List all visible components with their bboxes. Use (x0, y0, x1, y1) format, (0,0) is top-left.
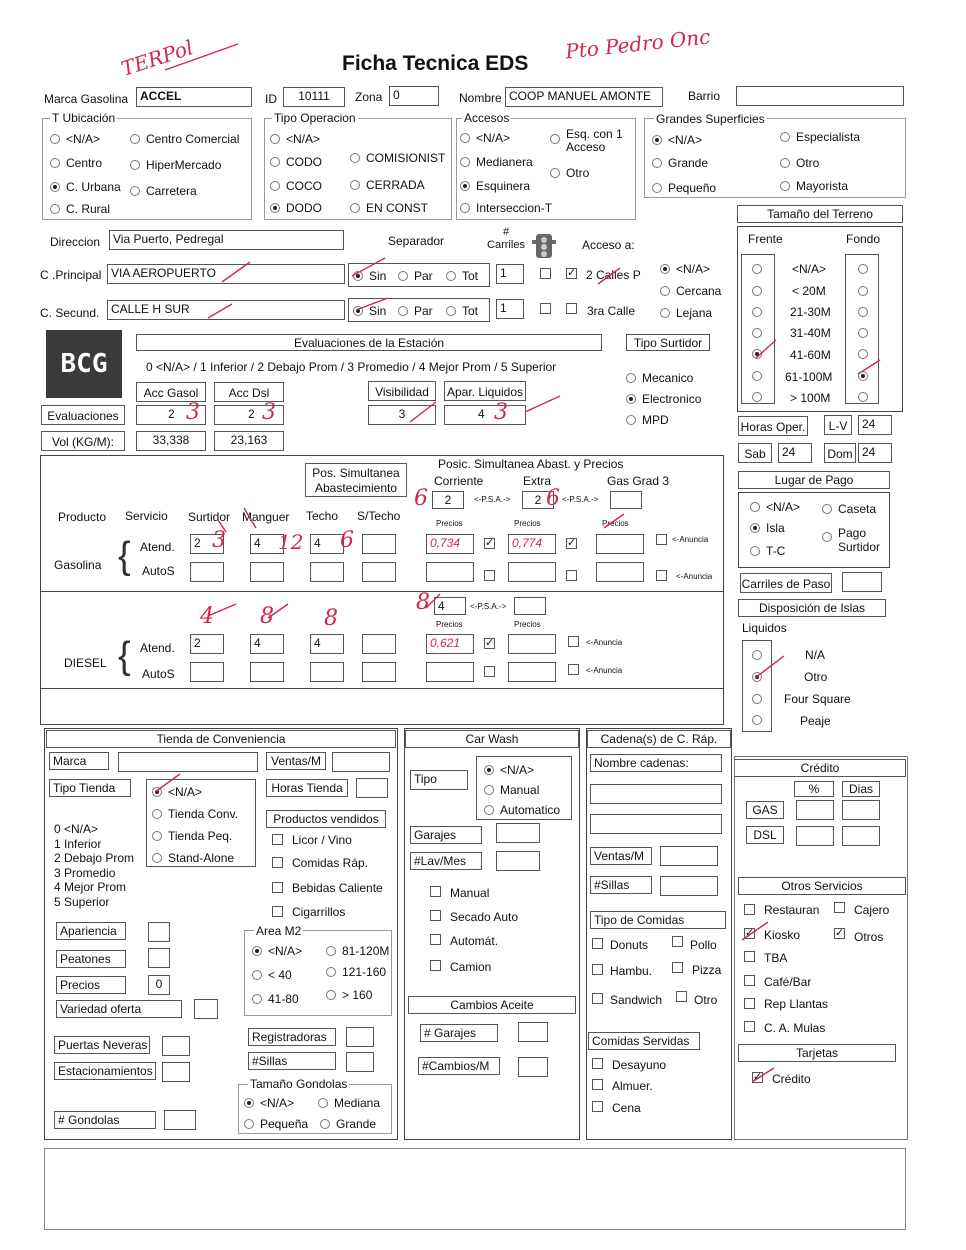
evaluaciones-row-label: Evaluaciones (41, 405, 125, 425)
disposicion-islas-header: Disposición de Islas (738, 599, 886, 617)
radio-ubicacion-rural[interactable]: C. Rural (50, 202, 110, 216)
acc-dsl-header: Acc Dsl (214, 382, 284, 402)
radio-gs-mayorista[interactable]: Mayorista (780, 179, 848, 193)
radio-acceso-esq[interactable]: Esq. con 1 Acceso (550, 128, 630, 154)
checkbox-tarjeta-credito[interactable]: ✓ (753, 1071, 763, 1083)
radio-surtidor-mpd[interactable]: MPD (626, 413, 669, 427)
apariencia-label: Apariencia (56, 922, 126, 940)
estacionamientos-label: Estacionamientos (54, 1062, 156, 1080)
marca-field[interactable]: ACCEL (136, 87, 252, 107)
tipo-surtidor-header: Tipo Surtidor (626, 334, 710, 351)
radio-surtidor-mecanico[interactable]: Mecanico (626, 371, 693, 385)
servicio-header: Servicio (125, 509, 168, 523)
servicio-restauran: Restauran (764, 903, 820, 917)
carriles-secundaria-field[interactable]: 1 (496, 299, 524, 319)
acc-gasol-header: Acc Gasol (136, 382, 206, 402)
anuncia-label: <-Anuncia (586, 666, 623, 675)
gas-atend-surtidor-field[interactable]: 2 (190, 534, 224, 554)
servicio-kiosko: Kiosko (764, 928, 801, 942)
producto-header: Producto (58, 510, 107, 524)
handwritten-value: 6 (546, 486, 560, 511)
handwritten-note: Pto Pedro Onc (564, 24, 712, 64)
wash-manual-label: Manual (450, 886, 490, 900)
radio-gs-na[interactable]: <N/A> (652, 133, 702, 147)
radio-pago-na[interactable]: <N/A> (750, 500, 800, 514)
tienda-precios-label: Precios (56, 976, 126, 994)
vol-gasol-field[interactable]: 33,338 (136, 431, 206, 451)
nombre-field[interactable]: COOP MANUEL AMONTE (505, 87, 663, 107)
manguer-header: Manguer (242, 510, 290, 524)
radio-gs-pequeno[interactable]: Pequeño (652, 181, 716, 195)
scale-item: 5 Superior (54, 894, 110, 909)
diesel-label: DIESEL (64, 656, 107, 670)
registradoras-label: Registradoras (248, 1028, 336, 1046)
psa-label: <-P.S.A.-> (474, 495, 511, 504)
principal-field[interactable]: VIA AEROPUERTO (107, 264, 345, 284)
radio-tienda-peq[interactable]: Tienda Peq. (152, 829, 232, 843)
islas-option: Four Square (784, 692, 851, 706)
radio-wash-manual[interactable]: Manual (484, 783, 539, 797)
radio-area-na[interactable]: <N/A> (252, 944, 302, 958)
radio-surtidor-electronico[interactable]: Electronico (626, 392, 701, 406)
camion-label: Camion (450, 960, 492, 974)
radio-sep2-sin[interactable]: Sin (353, 304, 386, 318)
fondo-label: Fondo (846, 232, 881, 246)
precios-label: Precios (436, 620, 463, 629)
radio-pago-tc[interactable]: T-C (750, 544, 785, 558)
scale-item: 0 <N/A> (54, 822, 99, 836)
sab-field[interactable]: 24 (778, 443, 812, 463)
psa-label: <-P.S.A.-> (562, 495, 599, 504)
handwritten-value: 8 (416, 590, 430, 615)
calles-p-label: 2 Calles P (586, 268, 641, 282)
vol-dsl-field[interactable]: 23,163 (214, 431, 284, 451)
radio-sep-par[interactable]: Par (398, 269, 433, 283)
gas-atend-manguer-field[interactable]: 4 (250, 534, 284, 554)
separador-label: Separador (388, 234, 445, 248)
producto-bebidas: Bebidas Caliente (292, 881, 383, 895)
scale-item: 2 Debajo Prom (54, 851, 135, 865)
credito-gas-label: GAS (746, 801, 784, 819)
tamano-gondolas-title: Tamaño Gondolas (250, 1077, 348, 1091)
terreno-option: 31-40M (790, 326, 831, 340)
tienda-precios-field[interactable]: 0 (148, 975, 170, 995)
radio-pago-caseta[interactable]: Caseta (822, 502, 876, 516)
servicio-mulas: C. A. Mulas (764, 1021, 826, 1035)
radio-op-enconst[interactable]: EN CONST (350, 201, 428, 215)
gas-precio-extra-field[interactable]: 0,774 (508, 534, 556, 554)
evaluaciones-header: Evaluaciones de la Estación (136, 334, 602, 351)
tienda-ventas-label: Ventas/M (266, 752, 326, 770)
carriles-principal-field[interactable]: 1 (496, 264, 524, 284)
horas-oper-label: Horas Oper. (738, 416, 808, 436)
radio-gondola-grande[interactable]: Grande (320, 1117, 376, 1131)
marca-label: Marca Gasolina (44, 92, 129, 106)
comida-pizza: Pizza (692, 963, 722, 977)
scale-item: 4 Mejor Prom (54, 880, 127, 894)
s-techo-header: S/Techo (357, 509, 401, 523)
terreno-option: <N/A> (792, 262, 827, 276)
checkbox-anuncia-extra[interactable]: ✓ (567, 537, 577, 549)
techo-header: Techo (306, 509, 339, 523)
ubicacion-title: T Ubicación (52, 111, 116, 125)
vol-label: Vol (KG/M): (41, 431, 125, 451)
islas-option: Peaje (800, 714, 831, 728)
radio-acceso-interseccion[interactable]: Interseccion-T (460, 201, 552, 215)
zona-label: Zona (355, 90, 383, 104)
cadenas-ventas-label: Ventas/M (590, 847, 652, 865)
radio-op-coco[interactable]: COCO (270, 179, 322, 193)
evaluaciones-scale: 0 <N/A> / 1 Inferior / 2 Debajo Prom / 3 Promedio / 4 Mejor Prom / 5 Superior (146, 360, 557, 374)
radio-ubicacion-na[interactable]: <N/A> (50, 132, 100, 146)
visibilidad-header: Visibilidad (368, 381, 436, 401)
radio-op-codo[interactable]: CODO (270, 155, 322, 169)
gasolina-label: Gasolina (54, 558, 102, 572)
radio-tienda-conv[interactable]: Tienda Conv. (152, 807, 238, 821)
servicio-cafe: Café/Bar (764, 975, 812, 989)
radio-op-na[interactable]: <N/A> (270, 132, 320, 146)
cadenas-sillas-label: #Sillas (590, 876, 652, 894)
carriles-paso-label: Carriles de Paso (740, 573, 832, 593)
islas-option: N/A (805, 648, 826, 662)
handwritten-value: 6 (340, 528, 354, 553)
psa-label: <-P.S.A.-> (470, 602, 507, 611)
nombre-label: Nombre (459, 91, 502, 105)
precios-label: Precios (602, 519, 629, 528)
radio-gondola-mediana[interactable]: Mediana (318, 1096, 380, 1110)
radio-gs-otro[interactable]: Otro (780, 156, 819, 170)
tienda-marca-label: Marca (49, 752, 109, 770)
posic-simultanea-label: Posic. Simultanea Abast. y Precios (438, 457, 624, 471)
checkbox-2-calles[interactable]: ✓ (567, 267, 577, 279)
tarjetas-header: Tarjetas (738, 1044, 896, 1062)
radio-sep-sin[interactable]: Sin (353, 269, 386, 283)
cadenas-header: Cadena(s) de C. Ráp. (587, 730, 731, 748)
area-title: Area M2 (256, 924, 302, 938)
radio-ubicacion-hiper[interactable]: HiperMercado (130, 158, 221, 172)
brace-icon: { (118, 535, 131, 577)
precios-label: Precios (514, 519, 541, 528)
radio-acceso-medianera[interactable]: Medianera (460, 155, 533, 169)
dsl-psa-field[interactable]: 4 (434, 597, 466, 615)
calle-3-label: 3ra Calle (587, 304, 636, 318)
bcg-logo: BCG (46, 330, 122, 398)
handwritten-value: 3 (262, 400, 276, 425)
handwritten-value: 12 (278, 530, 304, 554)
apar-liquidos-header: Apar. Liquidos (444, 381, 526, 401)
handwritten-value: 8 (260, 604, 274, 629)
radio-wash-auto[interactable]: Automatico (484, 803, 560, 817)
apar-liquidos-field[interactable]: 4 (444, 405, 526, 425)
variedad-label: Variedad oferta (56, 1000, 182, 1018)
servicio-otros: Otros (854, 930, 884, 944)
dsl-precio-field[interactable]: 0,621 (426, 634, 474, 654)
car-wash-tipo-label: Tipo (410, 770, 468, 790)
handwritten-value: 3 (186, 400, 200, 425)
radio-gondola-na[interactable]: <N/A> (244, 1096, 294, 1110)
radio-acceso-a-cercana[interactable]: Cercana (660, 284, 721, 298)
tipo-comidas-header: Tipo de Comidas (590, 911, 726, 929)
cambios-aceite-header: Cambios Aceite (408, 996, 576, 1014)
scale-item: 3 Promedio (54, 865, 116, 880)
radio-sep2-tot[interactable]: Tot (446, 304, 478, 318)
checkbox-anuncia-diesel[interactable]: ✓ (485, 637, 495, 649)
radio-sep-tot[interactable]: Tot (446, 269, 478, 283)
producto-cigarrillos: Cigarrillos (292, 905, 346, 919)
radio-area-40[interactable]: < 40 (252, 968, 292, 982)
direccion-label: Direccion (50, 235, 101, 249)
comidas-servidas-header: Comidas Servidas (588, 1032, 700, 1050)
credito-dias-label: Dias (842, 781, 880, 797)
accesos-title: Accesos (464, 111, 510, 125)
tienda-sillas-label: #Sillas (248, 1052, 336, 1070)
frente-label: Frente (748, 232, 783, 246)
tarjeta-credito-label: Crédito (772, 1072, 811, 1086)
principal-label: C .Principal (40, 268, 102, 282)
radio-ubicacion-carretera[interactable]: Carretera (130, 184, 197, 198)
islas-option: Otro (804, 670, 828, 684)
radio-tienda-na[interactable]: <N/A> (152, 785, 202, 799)
autos-label: AutoS (142, 564, 175, 578)
checkbox-kiosko[interactable]: ✓ (745, 927, 755, 939)
brace-icon: { (118, 635, 131, 677)
radio-acceso-otro[interactable]: Otro (550, 166, 589, 180)
handwritten-value: 8 (324, 606, 338, 631)
dom-label: Dom (824, 443, 856, 463)
checkbox-anuncia-corriente[interactable]: ✓ (485, 537, 495, 549)
lugar-pago-header: Lugar de Pago (738, 471, 890, 489)
puertas-label: Puertas Neveras (54, 1036, 150, 1054)
radio-ubicacion-cc[interactable]: Centro Comercial (130, 132, 239, 146)
servidas-almuer: Almuer. (612, 1079, 653, 1093)
terreno-option: 61-100M (785, 370, 833, 384)
anuncia-label: <-Anuncia (586, 638, 623, 647)
radio-pago-isla[interactable]: Isla (750, 521, 785, 535)
radio-op-dodo[interactable]: DODO (270, 201, 322, 215)
gas-extra-psa-field[interactable]: 2 (522, 491, 554, 509)
nombre-cadenas-label: Nombre cadenas: (590, 754, 722, 772)
radio-wash-na[interactable]: <N/A> (484, 763, 534, 777)
precios-label: Precios (436, 519, 463, 528)
credito-header: Crédito (734, 759, 906, 777)
comida-sandwich: Sandwich (610, 993, 663, 1007)
radio-ubicacion-centro[interactable]: Centro (50, 156, 102, 170)
servicio-rep-llantas: Rep Llantas (764, 997, 829, 1011)
handwritten-note: TERPol (118, 35, 196, 81)
radio-tienda-stand[interactable]: Stand-Alone (152, 851, 234, 865)
tamano-terreno-header: Tamaño del Terreno (737, 205, 903, 223)
id-field[interactable]: 10111 (283, 87, 345, 107)
handwritten-value: 4 (200, 604, 214, 629)
servidas-cena: Cena (612, 1101, 641, 1115)
surtidor-header: Surtidor (188, 510, 231, 524)
radio-op-cerrada[interactable]: CERRADA (350, 178, 425, 192)
tienda-header: Tienda de Conveniencia (46, 730, 396, 748)
corriente-label: Corriente (434, 474, 484, 488)
radio-area-160[interactable]: > 160 (326, 988, 372, 1002)
radio-area-41[interactable]: 41-80 (252, 992, 299, 1006)
secundaria-label: C. Secund. (40, 306, 100, 320)
anuncia-label: <-Anuncia (676, 572, 713, 581)
grandes-superficies-title: Grandes Superficies (656, 112, 765, 126)
tipo-tienda-label: Tipo Tienda (49, 779, 131, 797)
dom-field[interactable]: 24 (858, 443, 892, 463)
car-wash-header: Car Wash (405, 730, 579, 748)
tipo-operacion-title: Tipo Operacion (274, 111, 356, 125)
peatones-label: Peatones (56, 950, 126, 968)
autos-label: AutoS (142, 667, 175, 681)
radio-area-121[interactable]: 121-160 (326, 965, 386, 979)
lv-label: L-V (824, 415, 852, 435)
dsl-atend-techo-field[interactable]: 4 (310, 634, 344, 654)
radio-area-81[interactable]: 81-120M (326, 944, 389, 958)
comida-pollo: Pollo (690, 938, 717, 952)
liquidos-label: Liquidos (742, 621, 787, 635)
radio-acceso-na[interactable]: <N/A> (460, 131, 510, 145)
radio-gondola-pequena[interactable]: Pequeña (244, 1117, 308, 1131)
credito-dsl-label: DSL (746, 826, 784, 844)
producto-licor: Licor / Vino (292, 833, 352, 847)
radio-gs-grande[interactable]: Grande (652, 156, 708, 170)
eval-gasol-field[interactable]: 2 (136, 405, 206, 425)
dsl-atend-surtidor-field[interactable]: 2 (190, 634, 224, 654)
cambios-mes-label: #Cambios/M (418, 1057, 500, 1075)
gondolas-label: # Gondolas (54, 1111, 156, 1129)
lv-field[interactable]: 24 (858, 415, 892, 435)
visibilidad-field[interactable]: 3 (368, 405, 436, 425)
producto-comidas: Comidas Ráp. (292, 856, 369, 870)
barrio-label: Barrio (688, 89, 721, 103)
radio-sep2-par[interactable]: Par (398, 304, 433, 318)
page-title: Ficha Tecnica EDS (342, 52, 529, 75)
credito-pct-label: % (794, 781, 834, 797)
handwritten-value: 3 (494, 400, 508, 425)
radio-ubicacion-urbana[interactable]: C. Urbana (50, 180, 121, 194)
horas-tienda-label: Horas Tienda (266, 779, 348, 797)
zona-field[interactable]: 0 (389, 86, 439, 106)
handwritten-value: 3 (212, 528, 226, 553)
servicio-tba: TBA (764, 951, 788, 965)
terreno-option: > 100M (790, 391, 831, 405)
precios-label: Precios (514, 620, 541, 629)
extra-label: Extra (523, 474, 552, 488)
gas-grad3-label: Gas Grad 3 (607, 474, 670, 488)
id-label: ID (265, 92, 277, 106)
anuncia-label: <-Anuncia (672, 535, 709, 544)
comida-hambu: Hambu. (610, 964, 653, 978)
cambios-garajes-label: # Garajes (420, 1024, 498, 1042)
servidas-desayuno: Desayuno (612, 1058, 667, 1072)
scale-item: 1 Inferior (54, 836, 102, 851)
radio-op-comisionista[interactable]: COMISIONIST (350, 151, 445, 165)
checkbox-otros[interactable]: ✓ (835, 927, 845, 939)
gas-precio-corriente-field[interactable]: 0,734 (426, 534, 474, 554)
radio-acceso-esquinera[interactable]: Esquinera (460, 179, 530, 193)
terreno-option: < 20M (792, 284, 826, 298)
otros-servicios-header: Otros Servicios (738, 877, 906, 895)
secundaria-field[interactable]: CALLE H SUR (107, 300, 345, 320)
radio-acceso-a-na[interactable]: <N/A> (660, 262, 710, 276)
terreno-option: 41-60M (790, 348, 831, 362)
radio-acceso-a-lejana[interactable]: Lejana (660, 306, 712, 320)
acceso-a-label: Acceso a: (582, 238, 635, 252)
secado-label: Secado Auto (450, 910, 519, 924)
automat-label: Automát. (450, 934, 499, 948)
lav-mes-label: #Lav/Mes (410, 852, 482, 870)
productos-vendidos-header: Productos vendidos (266, 810, 386, 828)
servicio-cajero: Cajero (854, 903, 890, 917)
gas-atend-techo-field[interactable]: 4 (310, 534, 344, 554)
direccion-field[interactable]: Via Puerto, Pedregal (109, 230, 344, 250)
atend-label: Atend. (140, 540, 175, 554)
eval-dsl-field[interactable]: 2 (214, 405, 284, 425)
atend-label: Atend. (140, 641, 175, 655)
terreno-option: 21-30M (790, 305, 831, 319)
dsl-atend-manguer-field[interactable]: 4 (250, 634, 284, 654)
gas-corriente-psa-field[interactable]: 2 (432, 491, 464, 509)
sab-label: Sab (738, 443, 772, 463)
pos-simultanea-header: Pos. Simultanea Abastecimiento (305, 463, 407, 497)
comida-donuts: Donuts (610, 938, 649, 952)
radio-pago-surtidor[interactable]: Pago Surtidor (822, 526, 886, 554)
garajes-label: Garajes (410, 826, 482, 844)
comida-otro: Otro (694, 993, 718, 1007)
handwritten-value: 6 (414, 486, 428, 511)
radio-gs-especialista[interactable]: Especialista (780, 130, 860, 144)
carriles-label: # Carriles (487, 226, 525, 251)
